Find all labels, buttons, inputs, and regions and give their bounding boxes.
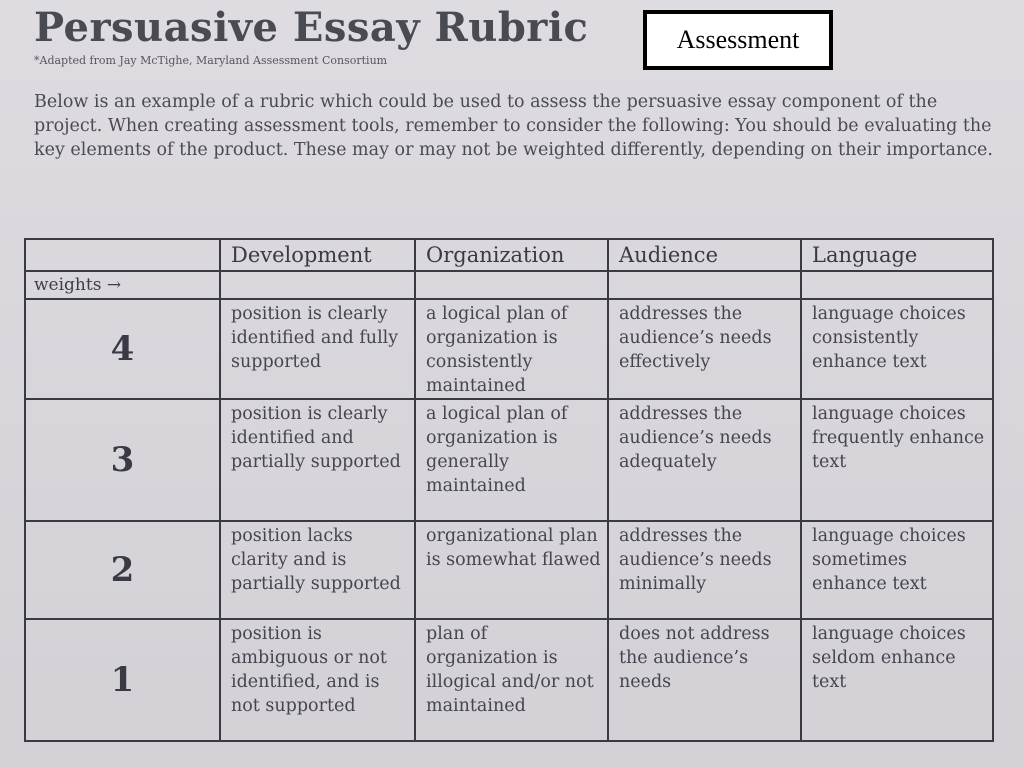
weight-cell [801, 271, 993, 299]
intro-paragraph: Below is an example of a rubric which could be used to assess the persuasive essay component of the project. When creating assessment tools, remember to consider the following: You should be evaluating the key elements of the product. These may or may not be weighted differently, depending on their importance. [34, 92, 993, 160]
credit-note: *Adapted from Jay McTighe, Maryland Assessment Consortium [34, 54, 388, 67]
organization-cell: plan of organization is illogical and/or not maintained [415, 619, 608, 741]
corner-cell [25, 239, 220, 271]
weight-cell [220, 271, 415, 299]
development-cell: position lacks clarity and is partially supported [220, 521, 415, 619]
score-row-2 [25, 521, 993, 619]
development-cell: position is clearly identified and partially supported [220, 399, 415, 521]
header-organization: Organization [415, 239, 608, 271]
score-label: 3 [25, 399, 220, 521]
score-row-4 [25, 299, 993, 399]
weight-cell [608, 271, 801, 299]
assessment-label-box: Assessment [643, 10, 833, 70]
development-cell: position is clearly identified and fully supported [220, 299, 415, 399]
header-development: Development [220, 239, 415, 271]
header-language: Language [801, 239, 993, 271]
development-cell: position is ambiguous or not identified, and is not supported [220, 619, 415, 741]
language-cell: language choices seldom enhance text [801, 619, 993, 741]
header-audience: Audience [608, 239, 801, 271]
organization-cell: a logical plan of organization is generally maintained [415, 399, 608, 521]
score-label: 4 [25, 299, 220, 399]
score-row-1 [25, 619, 993, 741]
weights-row [25, 271, 993, 299]
weight-cell [415, 271, 608, 299]
organization-cell: a logical plan of organization is consistently maintained [415, 299, 608, 399]
language-cell: language choices frequently enhance text [801, 399, 993, 521]
audience-cell: addresses the audience’s needs adequately [608, 399, 801, 521]
score-label: 2 [25, 521, 220, 619]
page-title: Persuasive Essay Rubric [34, 4, 589, 51]
score-label: 1 [25, 619, 220, 741]
audience-cell: addresses the audience’s needs effectively [608, 299, 801, 399]
language-cell: language choices consistently enhance text [801, 299, 993, 399]
header-row [25, 239, 993, 271]
weights-label: weights → [25, 271, 220, 299]
audience-cell: addresses the audience’s needs minimally [608, 521, 801, 619]
audience-cell: does not address the audience’s needs [608, 619, 801, 741]
organization-cell: organizational plan is somewhat flawed [415, 521, 608, 619]
score-row-3 [25, 399, 993, 521]
rubric-table [24, 238, 994, 742]
language-cell: language choices sometimes enhance text [801, 521, 993, 619]
